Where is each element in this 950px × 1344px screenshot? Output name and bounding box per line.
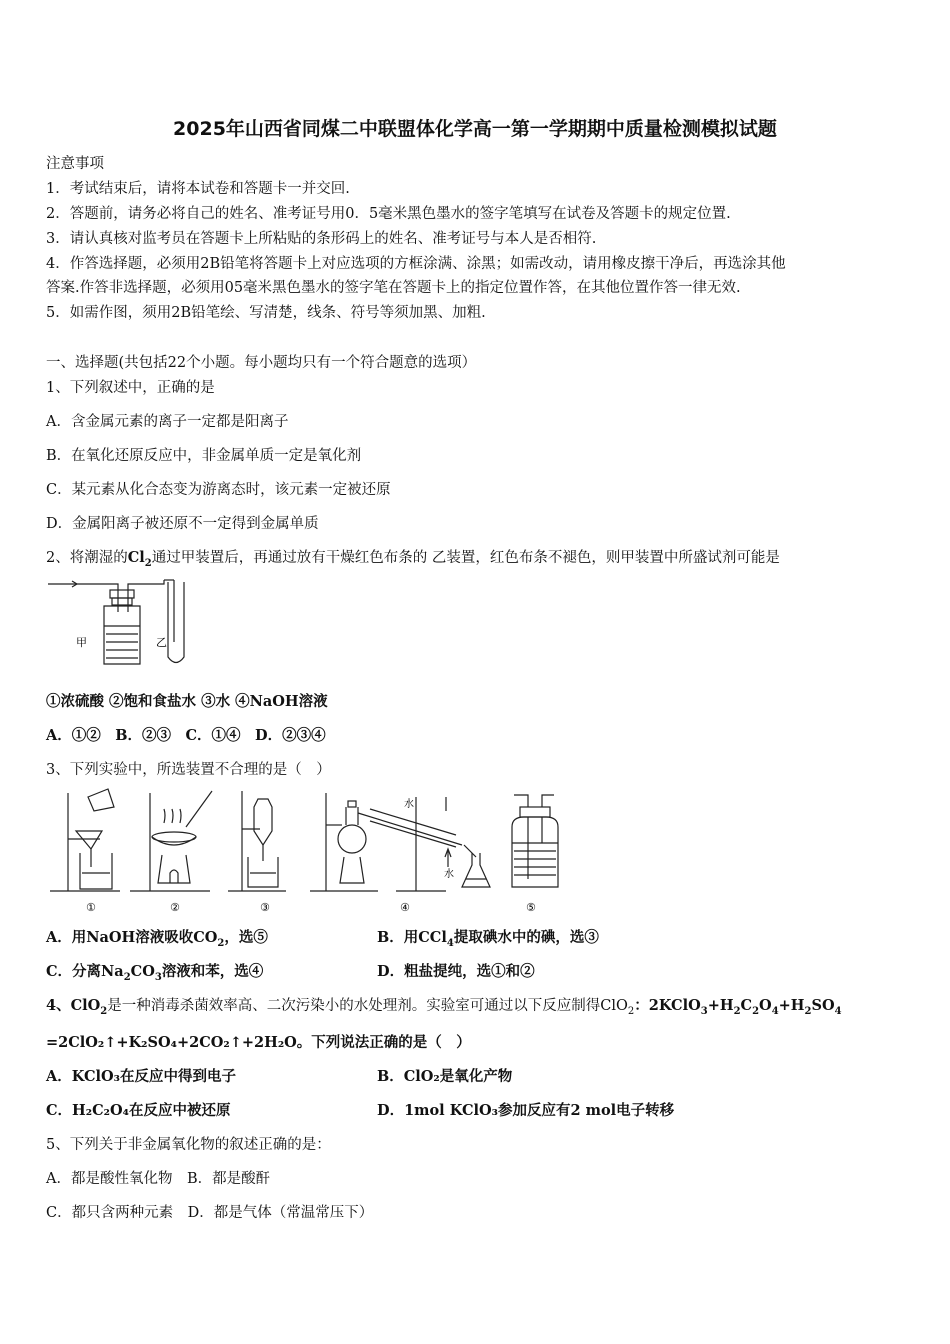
q5-options-ab: A．都是酸性氧化物 B．都是酸酐 bbox=[46, 1171, 271, 1187]
q1-option-b: B．在氧化还原反应中，非金属单质一定是氧化剂 bbox=[46, 448, 362, 464]
q2-answers: A．①② B．②③ C．①④ D．②③④ bbox=[46, 727, 326, 744]
q4-option-b: B．ClO₂是氧化产物 bbox=[377, 1068, 513, 1085]
q1-option-d: D．金属阳离子被还原不一定得到金属单质 bbox=[46, 516, 319, 532]
q1-option-a: A．含金属元素的离子一定都是阳离子 bbox=[46, 414, 289, 430]
notice-item-1: 1．考试结束后，请将本试卷和答题卡一并交回. bbox=[46, 181, 350, 197]
q4-option-d: D．1mol KClO₃参加反应有2 mol电子转移 bbox=[377, 1102, 675, 1119]
gas-washing-apparatus-figure bbox=[46, 572, 206, 672]
q1-option-c: C．某元素从化合态变为游离态时，该元素一定被还原 bbox=[46, 482, 391, 498]
fig-label-5: ⑤ bbox=[526, 901, 536, 914]
q2-reagents: ①浓硫酸 ②饱和食盐水 ③水 ④NaOH溶液 bbox=[46, 693, 328, 710]
q2-stem: 2、将潮湿的$Cl_2$通过甲装置后，再通过放有干燥红色布条的 乙装置，红色布条不褪色，则甲装置中所盛试剂可能是 bbox=[46, 549, 780, 569]
notice-item-5: 5．如需作图，须用2B铅笔绘、写清楚，线条、符号等须加黑、加粗. bbox=[46, 305, 486, 321]
q3-option-b: B．用CCl$_4$提取碘水中的碘，选③ bbox=[377, 929, 599, 949]
q5-stem: 5、下列关于非金属氧化物的叙述正确的是： bbox=[46, 1137, 331, 1153]
fig-label-1: ① bbox=[86, 901, 96, 914]
notice-item-4-cont: 答案.作答非选择题，必须用05毫米黑色墨水的签字笔在答题卡上的指定位置作答，在其他位置作答一律无效. bbox=[46, 280, 741, 296]
label-jia: 甲 bbox=[76, 636, 87, 649]
lab-apparatus-figure bbox=[46, 787, 566, 915]
q5-options-cd: C．都只含两种元素 D．都是气体（常温常压下） bbox=[46, 1205, 374, 1221]
section-heading: 一、选择题(共包括22个小题。每小题均只有一个符合题意的选项） bbox=[46, 355, 477, 371]
q3-option-a: A．用NaOH溶液吸收$CO_2$，选⑤ bbox=[46, 929, 268, 949]
q3-stem: 3、下列实验中，所选装置不合理的是（ ） bbox=[46, 762, 331, 778]
fig-label-3: ③ bbox=[260, 901, 270, 914]
page-title: 2025年山西省同煤二中联盟体化学高一第一学期期中质量检测模拟试题 bbox=[173, 118, 777, 140]
water-label-top: 水 bbox=[404, 799, 414, 810]
fig-label-4: ④ bbox=[400, 901, 410, 914]
notice-item-4: 4．作答选择题，必须用2B铅笔将答题卡上对应选项的方框涂满、涂黑；如需改动，请用橡皮擦干净后，再选涂其他 bbox=[46, 256, 786, 272]
fig-label-2: ② bbox=[170, 901, 180, 914]
water-label-bottom: 水 bbox=[444, 869, 454, 880]
q4-option-c: C．H₂C₂O₄在反应中被还原 bbox=[46, 1102, 231, 1119]
q1-stem: 1、下列叙述中，正确的是 bbox=[46, 380, 215, 396]
notice-item-3: 3．请认真核对监考员在答题卡上所粘贴的条形码上的姓名、准考证号与本人是否相符. bbox=[46, 231, 597, 247]
q4-stem: 4、ClO$_2$是一种消毒杀菌效率高、二次污染小的水处理剂。实验室可通过以下反应制得ClO$_2$：$2KClO_3+H_2C_2O_4+H_2SO_4$ bbox=[46, 997, 842, 1017]
label-yi: 乙 bbox=[156, 636, 167, 649]
q4-option-a: A．KClO₃在反应中得到电子 bbox=[46, 1068, 236, 1085]
notice-heading: 注意事项 bbox=[46, 156, 104, 172]
q4-equation: =2ClO₂↑+K₂SO₄+2CO₂↑+2H₂O。下列说法正确的是（ ） bbox=[46, 1034, 471, 1051]
q3-option-c: C．分离$Na_2CO_3$溶液和苯，选④ bbox=[46, 963, 264, 983]
notice-item-2: 2．答题前，请务必将自己的姓名、准考证号用0．5毫米黑色墨水的签字笔填写在试卷及答题卡的规定位置. bbox=[46, 206, 731, 222]
q3-option-d: D．粗盐提纯，选①和② bbox=[377, 963, 535, 980]
